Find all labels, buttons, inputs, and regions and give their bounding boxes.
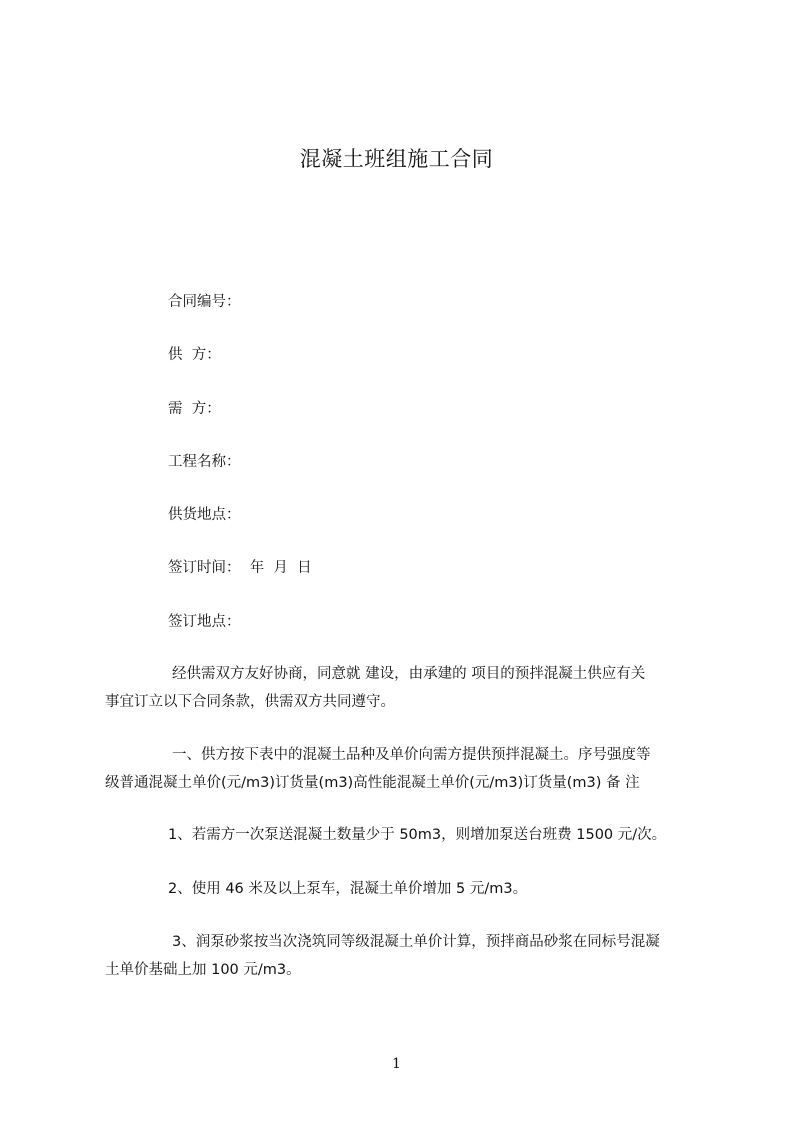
item-2: 2、使用 46 米及以上泵车，混凝土单价增加 5 元/m3。 (168, 881, 528, 897)
intro-paragraph-line-1: 经供需双方友好协商，同意就 建设，由承建的 项目的预拌混凝土供应有关 (172, 666, 646, 682)
field-signing-date: 签订时间： 年 月 日 (168, 560, 312, 576)
document-title: 混凝土班组施工合同 (299, 147, 494, 171)
field-signing-place: 签订地点： (168, 614, 241, 630)
field-buyer: 需 方： (168, 401, 221, 417)
clause-1-line-2: 级普通混凝土单价(元/m3)订货量(m3)高性能混凝土单价(元/m3)订货量(m3) 备 注 (105, 775, 640, 791)
field-delivery-location: 供货地点： (168, 507, 241, 523)
item-3-line-1: 3、润泵砂浆按当次浇筑同等级混凝土单价计算，预拌商品砂浆在同标号混凝 (172, 934, 660, 950)
clause-1-line-1: 一、供方按下表中的混凝土品种及单价向需方提供预拌混凝土。序号强度等 (172, 747, 651, 763)
intro-paragraph-line-2: 事宜订立以下合同条款，供需双方共同遵守。 (105, 694, 395, 710)
field-supplier: 供 方： (168, 347, 221, 363)
page-number: 1 (392, 1056, 401, 1072)
field-contract-number: 合同编号： (168, 294, 241, 310)
field-project-name: 工程名称： (168, 454, 241, 470)
item-1: 1、若需方一次泵送混凝土数量少于 50m3，则增加泵送台班费 1500 元/次。 (168, 827, 667, 843)
item-3-line-2: 土单价基础上加 100 元/m3。 (105, 962, 301, 978)
